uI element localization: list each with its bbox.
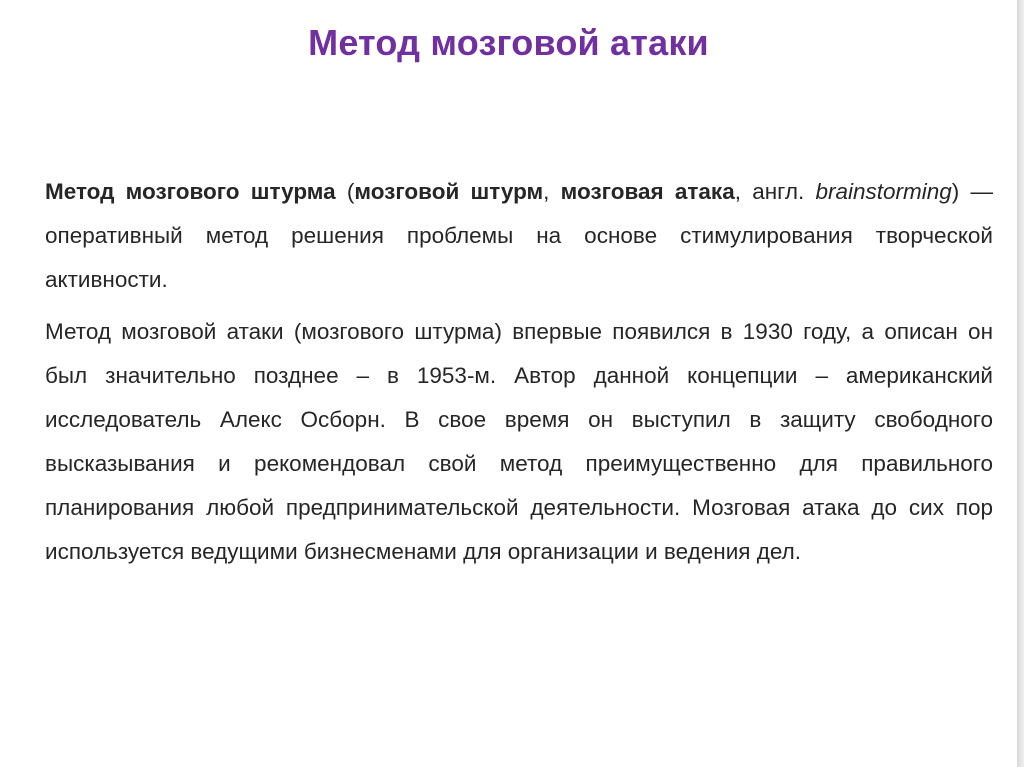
text-comma: , [543, 179, 561, 204]
text-open-paren: ( [335, 179, 355, 204]
definition-paragraph [45, 170, 993, 302]
slide-edge-shadow [1017, 0, 1024, 767]
slide-body [45, 170, 993, 574]
term-brainstorming-method: Метод мозгового штурма [45, 179, 336, 204]
term-english: brainstorming [815, 179, 952, 204]
text-engl-prefix: , англ. [734, 179, 816, 204]
slide-title: Метод мозговой атаки [308, 22, 709, 63]
term-brain-attack: мозговая атака [560, 179, 735, 204]
term-brainstorm: мозговой штурм [354, 179, 544, 204]
history-paragraph: Метод мозговой атаки (мозгового штурма) впервые появился в 1930 году, а описан он был значительно позднее – в 1953-м. Автор данной концепции – американский исследователь Алекс Осборн. В свое время он выступил в защиту свободного высказывания и рекомендовал свой метод преимущественно для правильного планирования любой предпринимательской деятельности. Мозговая атака до сих пор используется ведущими бизнесменами для организации и ведения дел. [45, 319, 993, 564]
text-definition: ) — оперативный метод решения проблемы на основе стимулирования творческой активности. [45, 179, 994, 292]
